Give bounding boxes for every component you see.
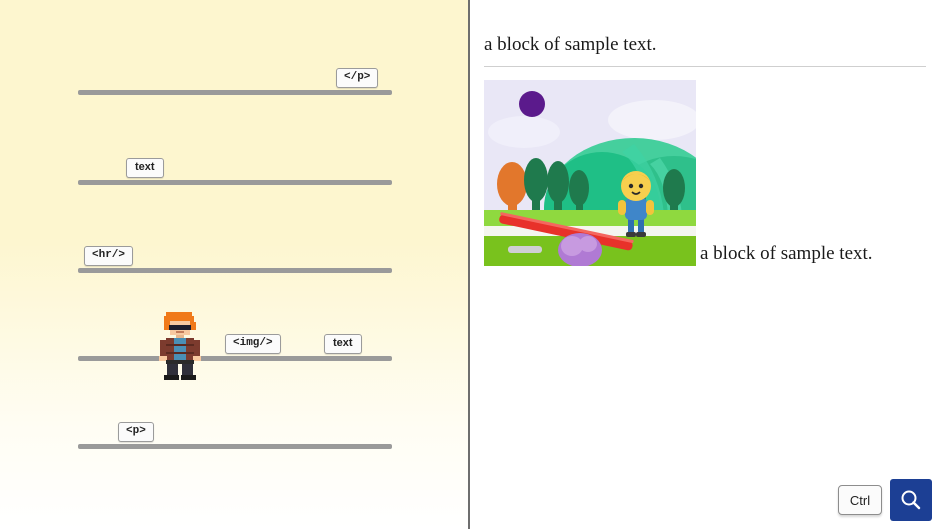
- player-avatar[interactable]: [152, 310, 208, 382]
- drop-line[interactable]: [78, 90, 392, 95]
- tag-chip-close-p[interactable]: </p>: [336, 68, 378, 88]
- zoom-search-button[interactable]: [890, 479, 932, 521]
- text-chip-text-2[interactable]: text: [324, 334, 362, 354]
- magnifier-icon: [899, 488, 923, 512]
- tag-chip-hr[interactable]: <hr/>: [84, 246, 133, 266]
- ctrl-key-hint[interactable]: Ctrl: [838, 485, 882, 515]
- preview-paragraph-top: a block of sample text.: [484, 34, 657, 55]
- text-chip-text-1[interactable]: text: [126, 158, 164, 178]
- drop-line[interactable]: [78, 444, 392, 449]
- drop-line[interactable]: [78, 356, 392, 361]
- preview-panel: [470, 0, 940, 529]
- tag-chip-img[interactable]: <img/>: [225, 334, 281, 354]
- tag-chip-open-p[interactable]: <p>: [118, 422, 154, 442]
- preview-paragraph-bottom: a block of sample text.: [700, 243, 873, 264]
- drop-line[interactable]: [78, 268, 392, 273]
- preview-horizontal-rule: [484, 66, 926, 67]
- seesaw-illustration: [484, 80, 696, 266]
- drop-line[interactable]: [78, 180, 392, 185]
